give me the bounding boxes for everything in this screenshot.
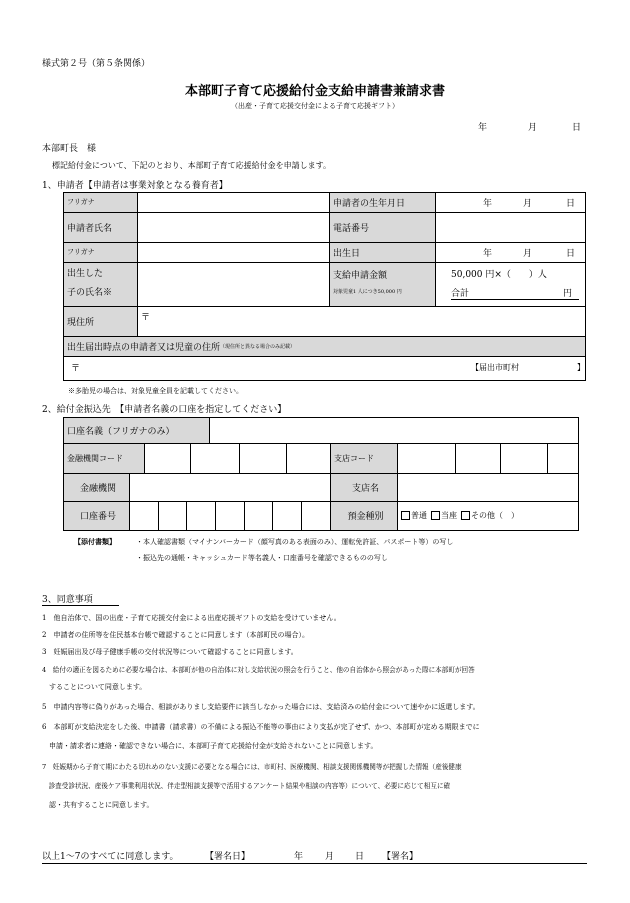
postal-mark-2: 〒 [71,364,81,374]
bank-table-border [63,417,579,531]
amount-value: 50,000 円×（ ）人 [451,270,547,280]
municipality-close: 】 [577,363,585,372]
branch-code-label: 支店コード [330,443,397,473]
birth-month: 月 [523,249,533,259]
agreement-item-7: 7 妊娠期から子育て期にわたる切れめのない支援に必要となる場合には、市町村、医療機関、相談支援関係機関等が把握した情報（産後健康 [42,763,462,771]
page-title: 本部町子育て応援給付金支給申請書兼請求書 [184,84,445,99]
agreement-item-5: 5 申請内容等に偽りがあった場合、相談がありまし支給要件に該当しなかった場合には、支給済みの給付金について速やかに返還します。 [42,703,480,711]
birthdate-label: 申請者の生年月日 [329,192,435,212]
attachment-1: ・本人確認書類（マイナンバーカード（顔写真のある表面のみ）、運転免許証、パスポート等）の写し [136,538,454,546]
agreement-item-1: 1 他自治体で、国の出産・子育て応援交付金による出産応援ギフトの支給を受けていません。 [42,614,341,622]
branch-label: 支店名 [330,473,397,501]
agreement-item-4: 4 給付の適正を図るために必要な場合は、本部町が他の自治体に対し支給状況の照会を行うこと、他の自治体から照会があった際に本部町が回答 [42,666,475,674]
opt-normal-label: 普通 [411,511,427,520]
sign-year: 年 [294,852,304,862]
account-no-label: 口座番号 [63,501,129,530]
bank-code-label: 金融機関コード [63,443,144,473]
agreement-item-4-cont: することについて同意します。 [42,683,147,691]
sign-day: 日 [355,852,365,862]
sign-month: 月 [325,852,335,862]
bank-label: 金融機関 [63,473,129,501]
agreement-item-7-cont2: 認・共有することに同意します。 [42,801,154,809]
birth-address-label: 出生届出時点の申請者又は児童の住所 [67,342,221,353]
amount-note: 対象児童1 人につき50,000 円 [333,289,402,295]
address-label: 現住所 [63,306,137,336]
header-year: 年 [478,123,488,133]
attachments-label: 【添付書類】 [74,537,116,546]
agreement-item-6-cont: 申請・請求者に連絡・確認できない場合に、本部町子育て応援給付金が支給されないことに同意します。 [42,742,378,750]
page-subtitle: （出産・子育て応援交付金による子育て応援ギフト） [231,102,399,110]
signature-line[interactable] [42,863,587,864]
agreement-item-6: 6 本部町が支給決定をした後、申請書（請求書）の不備による振込不能等の事由により支払が完了せず、かつ、本部町が定める期限までに [42,723,480,731]
birthdate-year: 年 [483,199,493,209]
header-day: 日 [572,123,582,133]
section3-underline [42,605,119,606]
section1-heading: 1、申請者【申請者は事業対象となる養育者】 [42,181,228,191]
account-name-label: 口座名義（フリガナのみ） [63,417,209,443]
agreement-item-2: 2 申請者の住所等を住民基本台帳で確認することに同意します（本部町民の場合）。 [42,631,309,639]
child-name-label-line2: 子の氏名※ [67,288,113,298]
agreement-item-3: 3 妊娠届出及び母子健康手帳の交付状況等について確認することに同意します。 [42,648,298,656]
total-label: 合計 [451,289,470,299]
furigana-label: フリガナ [63,192,137,212]
birth-year: 年 [483,249,493,259]
addressee: 本部町長 様 [42,144,97,154]
sign-date-label: 【署名日】 [205,852,251,862]
header-month: 月 [528,123,538,133]
furigana-child-label: フリガナ [63,242,137,262]
applicant-table-border [63,192,586,381]
form-number: 様式第２号（第５条関係） [42,59,151,69]
birth-day: 日 [566,249,576,259]
total-unit: 円 [563,289,573,299]
attachment-2: ・振込先の通帳・キャッシュカード等名義人・口座番号を確認できるものの写し [136,554,388,562]
opt-current-label: 当座 [441,511,457,520]
postal-mark: 〒 [141,313,151,323]
account-type-label: 預金種別 [330,501,397,530]
birthdate-month: 月 [523,199,533,209]
multiple-births-note: ※多胎児の場合は、対象児童全員を記載してください。 [68,387,243,395]
agree-all-text: 以上1～7のすべてに同意します。 [42,852,179,862]
child-name-label-line1: 出生した [67,269,104,279]
section2-heading: 2、給付金振込先 【申請者名義の口座を指定してください】 [42,405,287,415]
birth-address-note: （現住所と異なる場合のみ記載） [220,343,296,350]
agreement-item-7-cont: 診査受診状況、産後ケア事業利用状況、伴走型相談支援等で活用するアンケート結果や相談の内容等）について、必要に応じて相互に確 [42,782,451,790]
signature-label: 【署名】 [382,852,419,862]
section3-heading: 3、同意事項 [42,595,93,605]
birth-label: 出生日 [329,242,435,262]
phone-label: 電話番号 [329,212,435,242]
birthdate-day: 日 [566,199,576,209]
amount-label: 支給申請金額 [333,271,388,281]
intro-text: 標記給付金について、下記のとおり、本部町子育て応援給付金を申請します。 [52,161,332,170]
municipality-open: 【届出市町村 [471,363,519,372]
opt-other-label: その他（ ） [471,511,519,520]
applicant-name-label: 申請者氏名 [63,212,137,242]
